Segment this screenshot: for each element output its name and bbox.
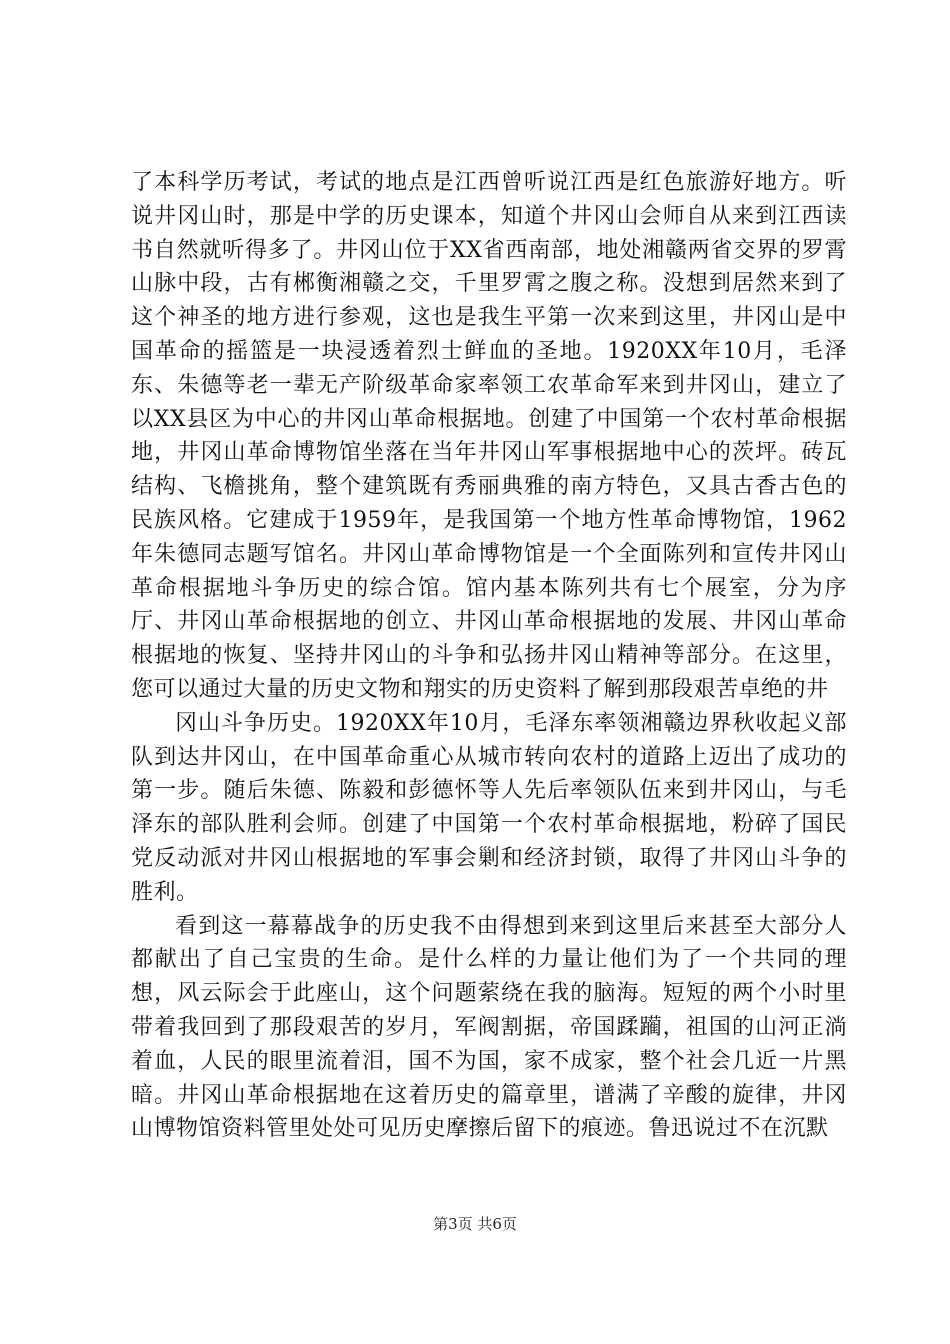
paragraph-2: 冈山斗争历史。1920XX年10月，毛泽东率领湘赣边界秋收起义部队到达井冈山，在中国革命重心从城市转向农村的道路上迈出了成功的第一步。随后朱德、陈毅和彭德怀等人先后率领队伍来到井冈山，与毛泽东的部队胜利会师。创建了中国第一个农村革命根据地，粉碎了国民党反动派对井冈山根据地的军事会剿和经济封锁，取得了井冈山斗争的胜利。 — [131, 710, 847, 905]
paragraph-1: 了本科学历考试，考试的地点是江西曾听说江西是红色旅游好地方。听说井冈山时，那是中学的历史课本，知道个井冈山会师自从来到江西读书自然就听得多了。井冈山位于XX省西南部，地处湘赣两省交界的罗霄山脉中段，古有郴衡湘赣之交，千里罗霄之腹之称。没想到居然来到了这个神圣的地方进行参观，这也是我生平第一次来到这里，井冈山是中国革命的摇篮是一块浸透着烈士鲜血的圣地。1920XX年10月，毛泽东、朱德等老一辈无产阶级革命家率领工农革命军来到井冈山，建立了以XX县区为中心的井冈山革命根据地。创建了中国第一个农村革命根据地，井冈山革命博物馆坐落在当年井冈山军事根据地中心的茨坪。砖瓦结构、飞檐挑角，整个建筑既有秀丽典雅的南方特色，又具古香古色的民族风格。它建成于1959年，是我国第一个地方性革命博物馆，1962年朱德同志题写馆名。井冈山革命博物馆是一个全面陈列和宣传井冈山革命根据地斗争历史的综合馆。馆内基本陈列共有七个展室，分为序厅、井冈山革命根据地的创立、井冈山革命根据地的发展、井冈山革命根据地的恢复、坚持井冈山的斗争和弘扬井冈山精神等部分。在这里，您可以通过大量的历史文物和翔实的历史资料了解到那段艰苦卓绝的井 — [131, 170, 847, 702]
body-text — [131, 166, 847, 1146]
page-footer: 第3页 共6页 — [433, 1215, 517, 1233]
paragraph-3: 看到这一幕幕战争的历史我不由得想到来到这里后来甚至大部分人都献出了自己宝贵的生命。是什么样的力量让他们为了一个共同的理想，风云际会于此座山，这个问题萦绕在我的脑海。短短的两个小时里带着我回到了那段艰苦的岁月，军阀割据，帝国蹂躏，祖国的山河正淌着血，人民的眼里流着泪，国不为国，家不成家，整个社会几近一片黑暗。井冈山革命根据地在这着历史的篇章里，谱满了辛酸的旋律，井冈山博物馆资料管里处处可见历史摩擦后留下的痕迹。鲁迅说过不在沉默 — [131, 913, 847, 1142]
